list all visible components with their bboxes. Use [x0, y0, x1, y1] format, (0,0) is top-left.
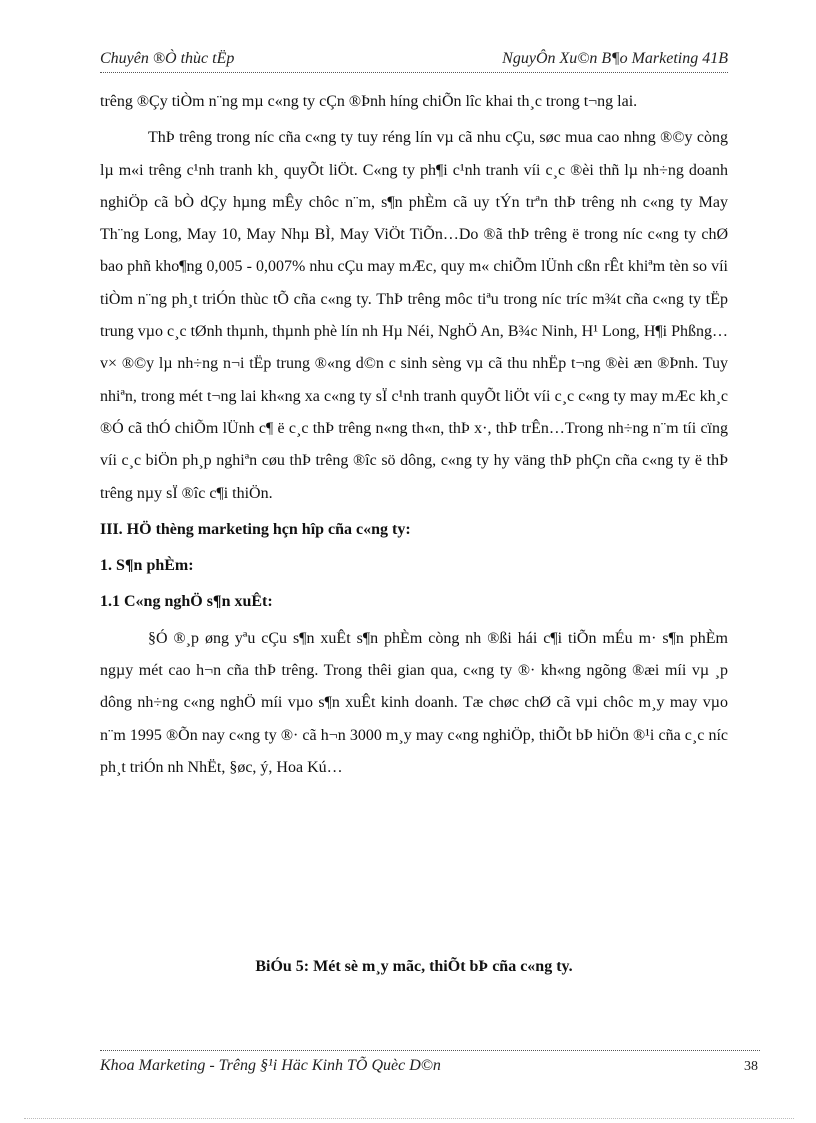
paragraph-domestic-market: ThÞ trêng trong níc cña c«ng ty tuy réng lín vµ cã nhu cÇu, søc mua cao nhng ®©y còng lµ m«i trêng c¹nh tranh kh¸ quyÕt liÖt. C«ng ty ph¶i c¹nh tranh víi c¸c ®èi thñ lµ nh÷ng doanh nghiÖp cã bÒ dÇy hµng mÊy chôc n¨m, s¶n phÈm cã uy tÝn trªn thÞ trêng nh c«ng ty May Th¨ng Long, May 10, May Nhµ BÌ, May ViÖt TiÕn…Do ®ã thÞ trêng ë trong níc c«ng ty chØ bao phñ kho¶ng 0,005 - 0,007% nhu cÇu may mÆc, quy m« chiÕm lÜnh cßn rÊt khiªm tèn so víi tiÒm n¨ng ph¸t triÓn thùc tÕ cña c«ng ty. ThÞ trêng môc tiªu trong níc tríc m¾t cña c«ng ty tËp trung vµo c¸c tØnh thµnh, thµnh phè lín nh Hµ Néi, NghÖ An, B¾c Ninh, H¹ Long, H¶i Phßng…v× ®©y lµ nh÷ng n¬i tËp trung ®«ng d©n c sinh sèng vµ cã thu nhËp t¬ng ®èi æn ®Þnh. Tuy nhiªn, trong mét t¬ng lai kh«ng xa c«ng ty sÏ c¹nh tranh quyÕt liÖt víi c¸c c«ng ty may mÆc kh¸c ®Ó cã thÓ chiÕm lÜnh c¶ ë c¸c thÞ trêng n«ng th«n, thÞ x·, thÞ trÊn…Trong nh÷ng n¨m tíi cïng víi c¸c biÖn ph¸p nghiªn cøu thÞ trêng ®îc sö dông, c«ng ty hy väng thÞ phÇn cña c«ng ty ë thÞ trêng nµy sÏ ®îc c¶i thiÖn.	[100, 129, 728, 502]
page-edge-divider	[24, 1118, 794, 1119]
header-author: NguyÔn Xu©n B¶o Marketing 41B	[502, 50, 728, 67]
header-title: Chuyên ®Ò thùc tËp	[100, 50, 235, 67]
section-heading: III. HÖ thèng marketing hçn hîp cña c«ng ty:	[100, 520, 411, 538]
document-body	[100, 86, 728, 784]
paragraph-technology: §Ó ®¸p øng yªu cÇu s¶n xuÊt s¶n phÈm còng nh ®ßi hái c¶i tiÕn mÉu m· s¶n phÈm ngµy mét cao h¬n cña thÞ trêng. Trong thêi gian qua, c«ng ty ®· kh«ng ngõng ®æi míi vµ ¸p dông nh÷ng c«ng nghÖ míi vµo s¶n xuÊt kinh doanh. Tæ chøc chØ cã vµi chôc m¸y may vµo n¨m 1995 ®Õn nay c«ng ty ®· cã h¬n 3000 m¸y may c«ng nghiÖp, thiÕt bÞ hiÖn ®¹i cña c¸c níc ph¸t triÓn nh NhËt, §øc, ý, Hoa Kú…	[100, 629, 728, 776]
page-footer	[100, 1050, 760, 1077]
page-header	[100, 50, 728, 73]
page-number: 38	[744, 1059, 758, 1074]
subsection-heading-product: 1. S¶n phÈm:	[100, 557, 194, 575]
subsection-heading-technology: 1.1 C«ng nghÖ s¶n xuÊt:	[100, 593, 273, 611]
paragraph-continuation: trêng ®Çy tiÒm n¨ng mµ c«ng ty cÇn ®Þnh híng chiÕn lîc khai th¸c trong t¬ng lai.	[100, 93, 638, 110]
table-caption: BiÓu 5: Mét sè m¸y mãc, thiÕt bÞ cña c«ng ty.	[255, 958, 573, 975]
footer-institution: Khoa Marketing - Trêng §¹i Häc Kinh TÕ Quèc D©n	[100, 1057, 441, 1074]
